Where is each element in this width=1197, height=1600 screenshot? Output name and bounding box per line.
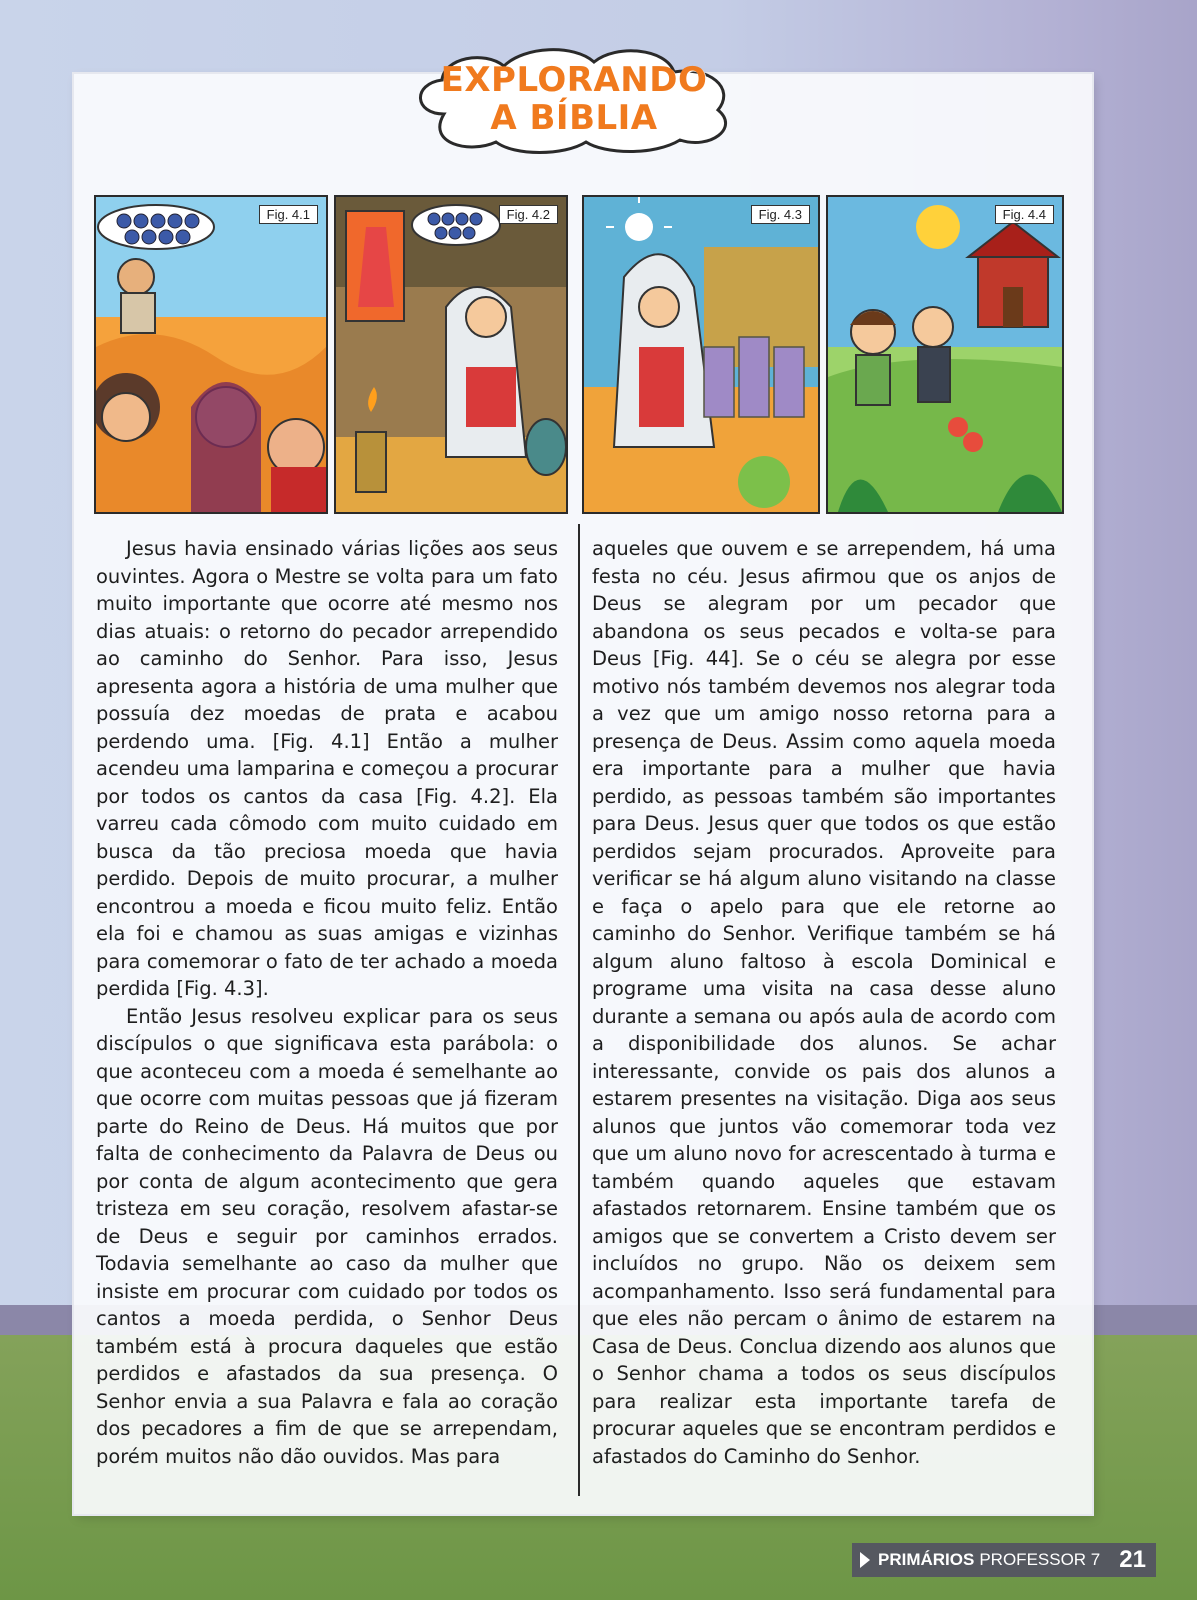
page-footer — [852, 1543, 1156, 1577]
figure-label: Fig. 4.4 — [995, 205, 1054, 224]
page-number: 21 — [1119, 1546, 1146, 1573]
paragraph: Jesus havia ensinado várias lições aos seus ouvintes. Agora o Mestre se volta para um fato muito importante que ocorre até mesmo nos dias atuais: o retorno do pecador arrependido ao caminho do Senhor. Para isso, Jesus apresenta agora a história de uma mulher que possuía dez moedas de prata e acabou perdendo uma. [Fig. 4.1] Então a mulher acendeu uma lamparina e começou a procurar por todos os cantos da casa [Fig. 4.2]. Ela varreu cada cômodo com muito cuidado em busca da tão preciosa moeda que havia perdido. Depois de muito procurar, a mulher encontrou a moeda e ficou muito feliz. Então ela foi e chamou as suas amigas e vizinhas para comemorar o fato de ter achado a moeda perdida [Fig. 4.3]. — [96, 537, 558, 1000]
figure-label: Fig. 4.2 — [499, 205, 558, 224]
text-column-left — [96, 535, 558, 1470]
woman-found-coin-illustration — [584, 197, 818, 512]
paragraph: aqueles que ouvem e se arrependem, há uma festa no céu. Jesus afirmou que os anjos de Deus se alegram por um pecador que abandona os seus pecados e volta-se para Deus [Fig. 44]. Se o céu se alegra por esse motivo nós também devemos nos alegrar toda a vez que um amigo nosso retorna para a presença de Deus. Assim como aquela moeda era importante para a mulher que havia perdido, as pessoas também são importantes para Deus. Jesus quer que todos os que estão perdidos sejam procurados. Aproveite para verificar se há algum aluno visitando na classe e faça o apelo para que ele retorne ao caminho do Senhor. Verifique também se há algum aluno faltoso à escola Dominical e programe uma visita na casa desse aluno durante a semana ou após aula de acordo com a disponibilidade dos alunos. Se achar interessante, convide os pais dos alunos a estarem presentes na visitação. Diga aos seus alunos que juntos vão comemorar toda vez que um aluno novo for acrescentado à turma e também quando aqueles que estavam afastados retornarem. Ensine também que os amigos que se convertem a Cristo devem ser incluídos no grupo. Não os deixem sem acompanhamento. Isso será fundamental para que eles não percam o ânimo de estarem na Casa de Deus. Conclua dizendo aos alunos que o Senhor chama a todos os seus discípulos para realizar esta importante tarefa de procurar aqueles que se encontram perdidos e afastados do Caminho do Senhor. — [592, 537, 1056, 1468]
woman-sweeping-lamp-illustration — [336, 197, 566, 512]
figure-panel-4 — [826, 195, 1064, 514]
figure-panel-2 — [334, 195, 568, 514]
page-title-line2: A BÍBLIA — [490, 98, 658, 138]
play-arrow-icon — [860, 1552, 870, 1568]
footer-edition: PROFESSOR 7 — [979, 1550, 1101, 1569]
figure-label: Fig. 4.3 — [751, 205, 810, 224]
figure-panel-3 — [582, 195, 820, 514]
jesus-teaching-crowd-illustration — [96, 197, 326, 512]
boys-walking-to-church-illustration — [828, 197, 1062, 512]
page-title-line1: EXPLORANDO — [440, 60, 708, 100]
text-column-right — [592, 535, 1056, 1470]
paragraph: Então Jesus resolveu explicar para os seus discípulos o que significava esta parábola: o que aconteceu com a moeda é semelhante ao que ocorre com muitas pessoas que já fizeram parte do Reino de Deus. Há muitos que por falta de conhecimento da Palavra de Deus ou por conta de algum acontecimento que gera tristeza em seu coração, resolvem afastar-se de Deus e seguir por caminhos errados. Todavia semelhante ao caso da mulher que insiste em procurar com cuidado por todos os cantos a moeda perdida, o Senhor Deus também está à procura daqueles que estão perdidos e afastados da sua presença. O Senhor envia a sua Palavra e fala ao coração dos pecadores a fim de que se arrependam, porém muitos não dão ouvidos. Mas para — [96, 1004, 558, 1468]
column-divider — [578, 524, 580, 1496]
figure-panel-1 — [94, 195, 328, 514]
figure-label: Fig. 4.1 — [259, 205, 318, 224]
footer-series: PRIMÁRIOS — [878, 1550, 975, 1569]
